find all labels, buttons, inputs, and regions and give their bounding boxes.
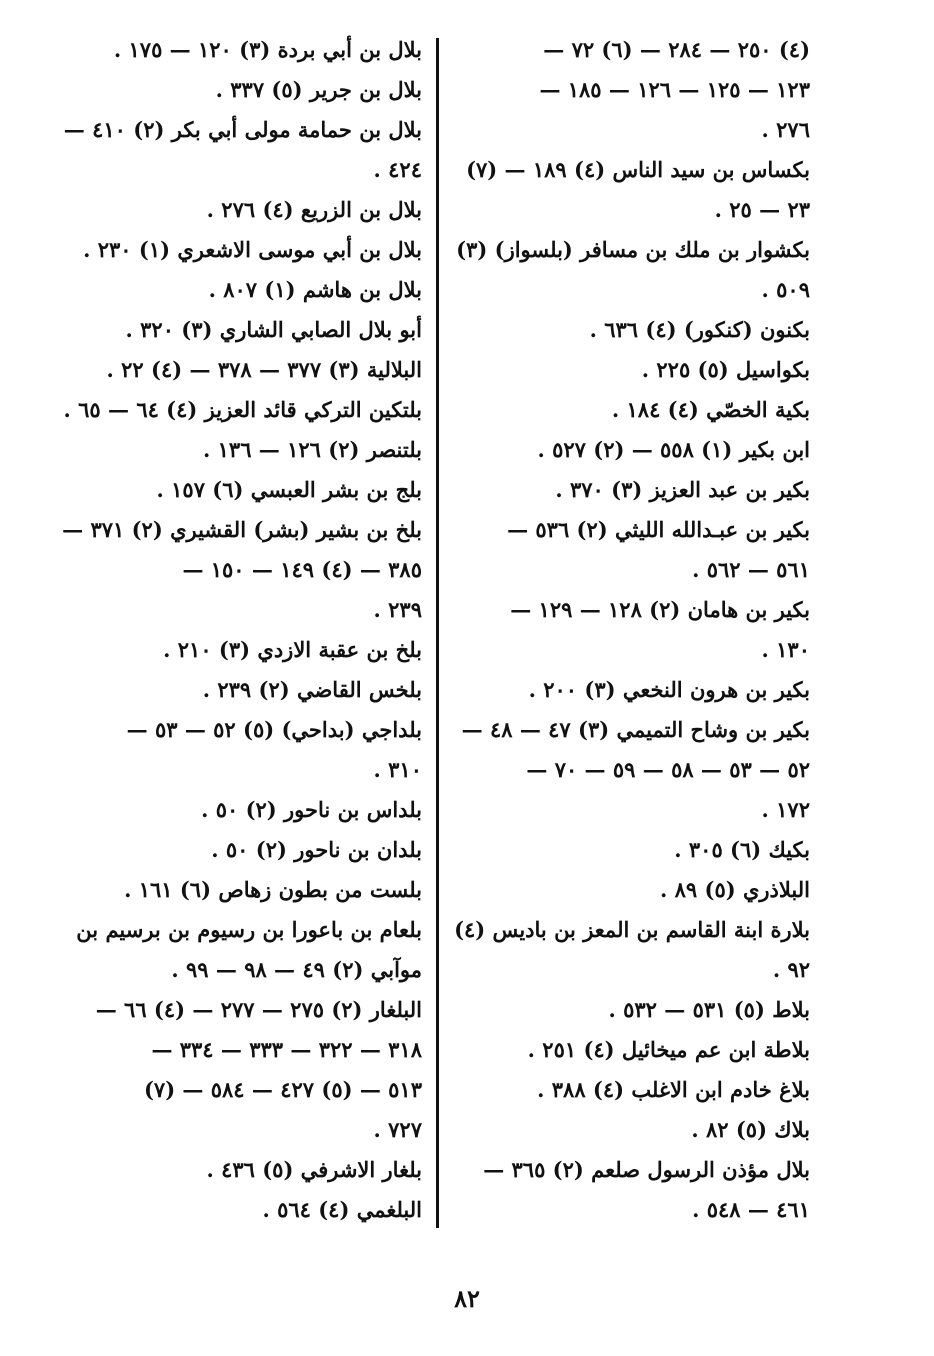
index-line: بلج بن بشر العبسي (٦) ١٥٧ . bbox=[156, 477, 422, 502]
index-line: ٥٢ — ٥٣ — ٥٨ — ٥٩ — ٧٠ — bbox=[526, 757, 810, 782]
index-line: ٣٨٥ — (٤) ١٤٩ — ١٥٠ — bbox=[182, 557, 422, 582]
index-line: بكية الخصّي (٤) ١٨٤ . bbox=[611, 397, 810, 422]
index-line: (٤) ٢٥٠ — ٢٨٤ — (٦) ٧٢ — bbox=[543, 37, 810, 62]
index-line: بلست من بطون زهاص (٦) ١٦١ . bbox=[124, 877, 422, 902]
index-line: بكير بن عبد العزيز (٣) ٣٧٠ . bbox=[555, 477, 810, 502]
index-line: أبو بلال الصابي الشاري (٣) ٣٢٠ . bbox=[125, 317, 422, 342]
index-line: بكيك (٦) ٣٠٥ . bbox=[674, 837, 810, 862]
index-line: بلال بن حمامة مولى أبي بكر (٢) ٤١٠ — bbox=[63, 117, 422, 142]
index-line: بلتكين التركي قائد العزيز (٤) ٦٤ — ٦٥ . bbox=[63, 397, 422, 422]
index-line: بلال بن أبي بردة (٣) ١٢٠ — ١٧٥ . bbox=[113, 37, 422, 62]
index-line: بلاطة ابن عم ميخائيل (٤) ٢٥١ . bbox=[527, 1037, 810, 1062]
index-line: ٣١٠ . bbox=[373, 757, 422, 782]
index-line: ٤٢٤ . bbox=[373, 157, 422, 182]
index-line: بلال مؤذن الرسول صلعم (٢) ٣٦٥ — bbox=[483, 1157, 810, 1182]
index-line: بكير بن وشاح التميمي (٣) ٤٧ — ٤٨ — bbox=[461, 717, 810, 742]
index-line: بلخ بن بشير (بشر) القشيري (٢) ٣٧١ — bbox=[62, 517, 422, 542]
index-line: بلدان بن ناحور (٢) ٥٠ . bbox=[211, 837, 422, 862]
index-line: ٥٦١ — ٥٦٢ . bbox=[692, 557, 810, 582]
index-column-right bbox=[454, 30, 810, 1230]
index-line: بكير بن عبـدالله الليثي (٢) ٥٣٦ — bbox=[507, 517, 810, 542]
index-line: ٢٧٦ . bbox=[761, 117, 810, 142]
index-line: بلاك (٥) ٨٢ . bbox=[691, 1117, 810, 1142]
index-line: ٥٠٩ . bbox=[761, 277, 810, 302]
index-line: بلداجي (بداحي) (٥) ٥٢ — ٥٣ — bbox=[126, 717, 422, 742]
index-line: بلال بن هاشم (١) ٨٠٧ . bbox=[208, 277, 422, 302]
index-line: بكنون (كنكور) (٤) ٦٣٦ . bbox=[589, 317, 810, 342]
index-line: ابن بكير (١) ٥٥٨ — (٢) ٥٢٧ . bbox=[537, 437, 810, 462]
index-line: بكير بن هامان (٢) ١٢٨ — ١٢٩ — bbox=[510, 597, 810, 622]
index-line: ٤٦١ — ٥٤٨ . bbox=[692, 1197, 810, 1222]
index-line: ١٣٠ . bbox=[761, 637, 810, 662]
index-line: بلخس القاضي (٢) ٢٣٩ . bbox=[202, 677, 422, 702]
index-line: ١٢٣ — ١٢٥ — ١٢٦ — ١٨٥ — bbox=[539, 77, 810, 102]
index-line: بكواسيل (٥) ٢٢٥ . bbox=[641, 357, 810, 382]
column-divider bbox=[436, 38, 439, 1228]
index-line: البلاذري (٥) ٨٩ . bbox=[660, 877, 810, 902]
index-line: بكير بن هرون النخعي (٣) ٢٠٠ . bbox=[528, 677, 810, 702]
index-line: ٢٣ — ٢٥ . bbox=[714, 197, 810, 222]
index-column-left bbox=[62, 30, 422, 1230]
index-line: البلالية (٣) ٣٧٧ — ٣٧٨ — (٤) ٢٢ . bbox=[106, 357, 422, 382]
index-line: بلاط (٥) ٥٣١ — ٥٣٢ . bbox=[608, 997, 810, 1022]
index-line: موآبي (٢) ٤٩ — ٩٨ — ٩٩ . bbox=[171, 957, 422, 982]
index-line: بلارة ابنة القاسم بن المعز بن باديس (٤) bbox=[454, 917, 810, 942]
index-line: البلغار (٢) ٢٧٥ — ٢٧٧ — (٤) ٦٦ — bbox=[95, 997, 422, 1022]
index-line: بكساس بن سيد الناس (٤) ١٨٩ — (٧) bbox=[466, 157, 810, 182]
index-line: ٢٣٩ . bbox=[373, 597, 422, 622]
index-line: البلغمي (٤) ٥٦٤ . bbox=[262, 1197, 422, 1222]
index-line: بلغار الاشرفي (٥) ٤٣٦ . bbox=[206, 1157, 422, 1182]
page-number: ٨٢ bbox=[454, 1284, 480, 1313]
index-line: بلتنصر (٢) ١٢٦ — ١٣٦ . bbox=[203, 437, 422, 462]
index-line: بلال بن أبي موسى الاشعري (١) ٢٣٠ . bbox=[83, 237, 422, 262]
index-line: بلداس بن ناحور (٢) ٥٠ . bbox=[201, 797, 422, 822]
index-line: بلال بن الزريع (٤) ٢٧٦ . bbox=[206, 197, 422, 222]
index-line: بلخ بن عقبة الازدي (٣) ٢١٠ . bbox=[163, 637, 422, 662]
index-line: ١٧٢ . bbox=[761, 797, 810, 822]
index-line: بلعام بن باعورا بن رسيوم بن برسيم بن bbox=[76, 917, 422, 942]
index-line: ٥١٣ — (٥) ٤٢٧ — ٥٨٤ — (٧) bbox=[143, 1077, 422, 1102]
index-line: بلاغ خادم ابن الاغلب (٤) ٣٨٨ . bbox=[537, 1077, 810, 1102]
index-line: بكشوار بن ملك بن مسافر (بلسواز) (٣) bbox=[456, 237, 810, 262]
index-line: بلال بن جرير (٥) ٣٣٧ . bbox=[215, 77, 422, 102]
index-line: ٣١٨ — ٣٢٢ — ٣٣٣ — ٣٣٤ — bbox=[151, 1037, 422, 1062]
index-line: ٩٢ . bbox=[772, 957, 810, 982]
index-line: ٧٢٧ . bbox=[373, 1117, 422, 1142]
